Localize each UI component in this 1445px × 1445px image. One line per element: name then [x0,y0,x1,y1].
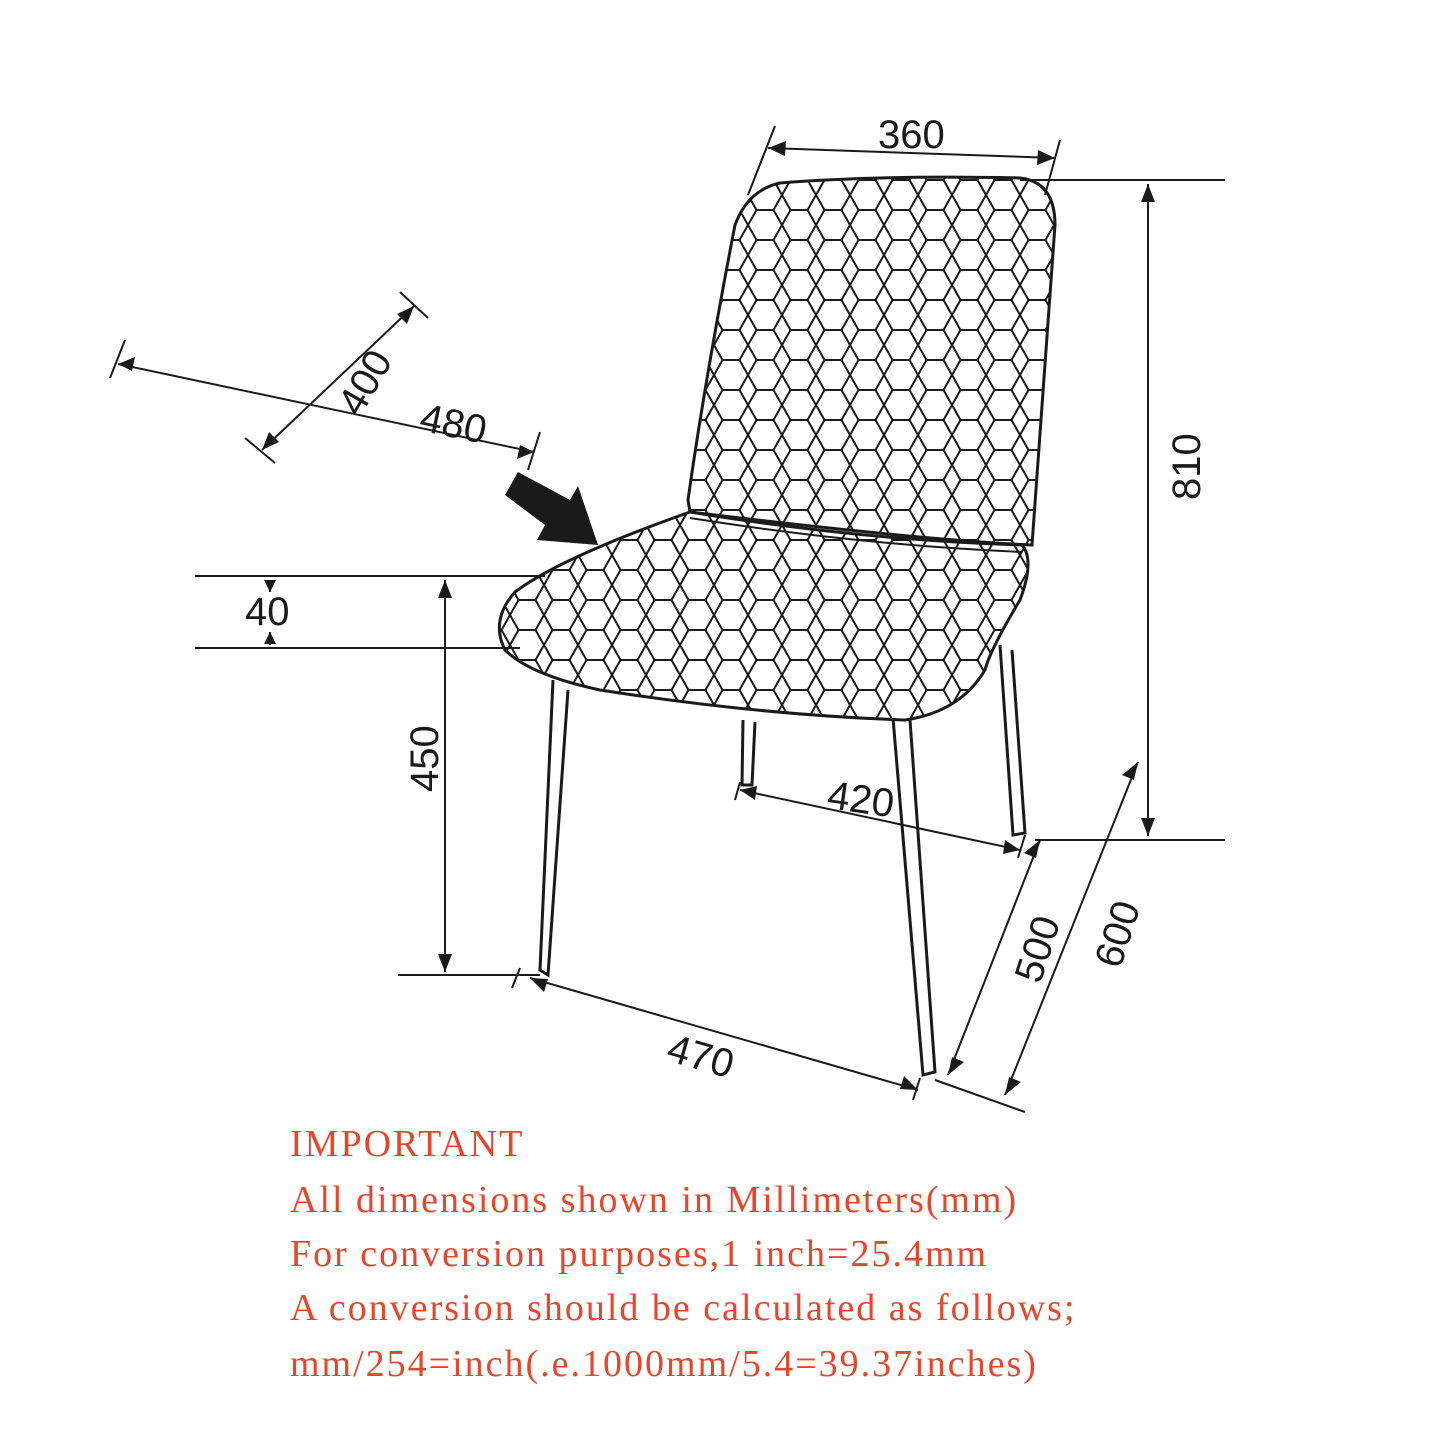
dim-label-470: 470 [662,1026,739,1088]
note-line-conversion: For conversion purposes,1 inch=25.4mm [290,1233,989,1275]
note-line-units: All dimensions shown in Millimeters(mm) [290,1179,1019,1221]
dim-label-40: 40 [245,590,290,634]
note-line-calculation: A conversion should be calculated as follows; [290,1287,1077,1329]
dim-label-450: 450 [403,725,447,792]
dim-label-420: 420 [824,773,897,827]
chair-backrest [680,170,1060,550]
seam-pointer-arrow [505,472,598,545]
dim-label-500: 500 [1006,910,1070,988]
dim-label-400: 400 [329,342,402,423]
dim-label-810: 810 [1165,433,1209,500]
note-line-example: mm/254=inch(.e.1000mm/5.4=39.37inches) [290,1343,1038,1385]
dim-label-360: 360 [878,113,945,157]
dim-label-480: 480 [416,395,491,453]
dim-label-600: 600 [1086,895,1150,973]
note-title: IMPORTANT [290,1123,525,1165]
